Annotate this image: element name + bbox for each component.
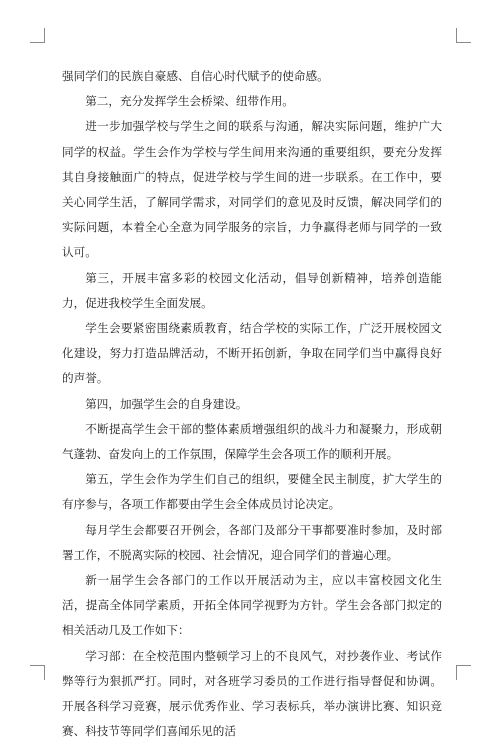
paragraph: 学习部：在全校范围内整顿学习上的不良风气，对抄袭作业、考试作弊等行为狠抓严打。同时，对各班学习委员的工作进行指导督促和协调。开展各科学习竞赛，展示优秀作业、学习表标兵，举办演讲比赛、知识竞赛、科技节等同学们喜闻乐见的活 — [62, 648, 442, 739]
paragraph: 每月学生会都要召开例会，各部门及部分干事都要准时参加，及时部署工作，不脱离实际的校园、社会情况，迎合同学们的普遍心理。 — [62, 522, 442, 562]
paragraph: 第五，学生会作为学生们自己的组织，要健全民主制度，扩大学生的有序参与，各项工作都要由学生会全体成员讨论决定。 — [62, 472, 442, 512]
paragraph: 第四，加强学生会的自身建设。 — [85, 396, 248, 411]
document-body — [62, 64, 442, 744]
paragraph: 第二，充分发挥学生会桥梁、纽带作用。 — [85, 94, 294, 109]
paragraph: 新一届学生会各部门的工作以开展活动为主，应以丰富校园文化生活，提高全体同学素质，开拓全体同学视野为方针。学生会各部门拟定的相关活动几及工作如下： — [62, 573, 442, 638]
paragraph: 学生会要紧密围绕素质教育，结合学校的实际工作，广泛开展校园文化建设，努力打造品牌活动，不断开拓创新，争取在同学们当中赢得良好的声誉。 — [62, 321, 442, 386]
paragraph: 第三，开展丰富多彩的校园文化活动，倡导创新精神，培养创造能力，促进我校学生全面发展。 — [62, 270, 442, 310]
crop-mark-top-right — [456, 28, 471, 43]
crop-mark-top-left — [30, 28, 45, 43]
paragraph: 不断提高学生会干部的整体素质增强组织的战斗力和凝聚力，形成朝气蓬勃、奋发向上的工作氛围，保障学生会各项工作的顺利开展。 — [62, 421, 442, 462]
paragraph: 强同学们的民族自豪感、自信心时代赋予的使命感。 — [62, 69, 329, 83]
crop-mark-bottom-left — [30, 665, 45, 680]
paragraph: 进一步加强学校与学生之间的联系与沟通，解决实际问题，维护广大同学的权益。学生会作为学校与学生间用来沟通的重要组织，要充分发挥其自身接触面广的特点，促进学校与学生间的进一步联系。在工作中，要关心同学生活，了解同学需求，对同学们的意见及时反馈，解决同学们的实际问题，本着全心全意为同学服务的宗旨，力争赢得老师与同学的一致认可。 — [62, 119, 442, 260]
crop-mark-bottom-right — [456, 665, 471, 680]
